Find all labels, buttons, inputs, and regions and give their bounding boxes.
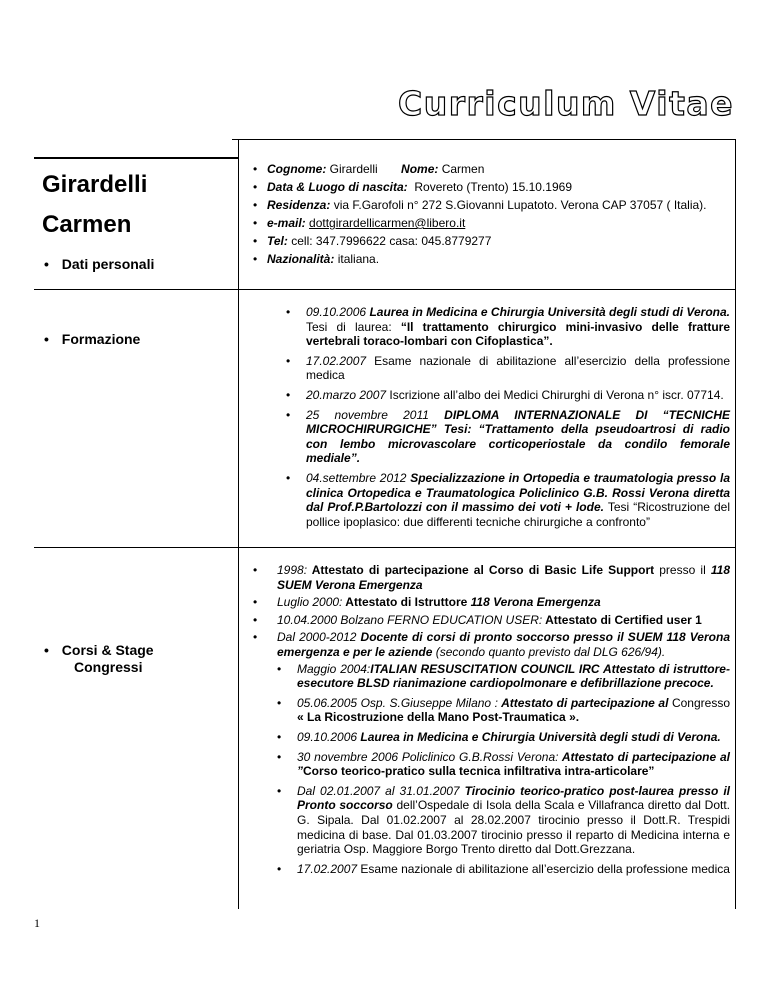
list-item: • 20.marzo 2007 Iscrizione all’albo dei Medici Chirurghi di Verona n° iscr. 07714.	[286, 388, 730, 403]
column-divider	[238, 139, 239, 909]
residence-field: • Residenza: via F.Garofoli n° 272 S.Giovanni Lupatoto. Verona CAP 37057 ( Italia).	[253, 196, 733, 214]
list-item: • Dal 2000-2012 Docente di corsi di pronto soccorso presso il SUEM 118 Verona emergenza e per le aziende (secondo quanto previsto dal DLG 626/94).	[253, 630, 730, 659]
list-item: • Dal 02.01.2007 al 31.01.2007 Tirocinio teorico-pratico post-laurea presso il Pronto soccorso dell’Ospedale di Isola della Scala e Villafranca diretto dal Dott. G. Sipala. Dal 01.02.2007 al 28.02.2007 tirocinio presso il Dott.R. Trespidi medicina di base. Dal 01.03.2007 tirocinio presso il reparto di Medicina interna e geriatria Osp. Maggiore Borgo Trento diretto dal Dott.Grezzana.	[277, 784, 730, 857]
list-item: • 05.06.2005 Osp. S.Giuseppe Milano : Attestato di partecipazione al Congresso « La Ricostruzione della Mano Post-Traumatica ».	[277, 696, 730, 725]
birth-field: • Data & Luogo di nascita: Rovereto (Trento) 15.10.1969	[253, 178, 733, 196]
row-divider-2	[34, 547, 736, 548]
personal-details	[253, 160, 733, 268]
list-item: • 09.10.2006 Laurea in Medicina e Chirurgia Università degli studi di Verona. Tesi di laurea: “Il trattamento chirurgico mini-invasivo delle fratture vertebrali toraco-lombari con Cifoplastica”.	[286, 305, 730, 349]
cv-title: Curriculum Vitae	[398, 84, 735, 123]
list-item: • 17.02.2007 Esame nazionale di abilitazione all’esercizio della professione medica	[277, 862, 730, 877]
nationality-field: • Nazionalità: italiana.	[253, 250, 733, 268]
list-item: • 25 novembre 2011 DIPLOMA INTERNAZIONALE DI “TECNICHE MICROCHIRURGICHE” Tesi: “Trattamento della pseudoartrosi di radio con lembo microvascolare corticoperiostale da condilo femorale mediale”.	[286, 408, 730, 466]
list-item: • 09.10.2006 Laurea in Medicina e Chirurgia Università degli studi di Verona.	[277, 730, 730, 745]
section-label-formazione: • Formazione	[44, 331, 141, 347]
left-header-rule	[34, 157, 238, 159]
surname-field: • Cognome: Girardelli Nome: Carmen	[253, 160, 733, 178]
phone-field: • Tel: cell: 347.7996622 casa: 045.8779277	[253, 232, 733, 250]
list-item: • 30 novembre 2006 Policlinico G.B.Rossi Verona: Attestato di partecipazione al ”Corso teorico-pratico sulla tecnica infiltrativa intra-articolare”	[277, 750, 730, 779]
corsi-list	[253, 563, 730, 876]
list-item: • Maggio 2004:ITALIAN RESUSCITATION COUNCIL IRC Attestato di istruttore- esecutore BLSD rianimazione cardiopolmonare e defibrillazione precoce.	[277, 662, 730, 691]
email-field: • e-mail: dottgirardellicarmen@libero.it	[253, 214, 733, 232]
formazione-list	[286, 305, 730, 529]
section-label-personal: • Dati personali	[44, 256, 155, 272]
table-right-border	[735, 139, 736, 909]
person-name	[42, 165, 147, 245]
surname-line: Girardelli	[42, 171, 148, 198]
email-link[interactable]: dottgirardellicarmen@libero.it	[309, 216, 466, 230]
row-divider-1	[34, 289, 736, 290]
firstname-line: Carmen	[42, 211, 132, 238]
list-item: • 10.04.2000 Bolzano FERNO EDUCATION USER: Attestato di Certified user 1	[253, 613, 730, 628]
list-item: • 1998: Attestato di partecipazione al Corso di Basic Life Support presso il 118 SUEM Verona Emergenza	[253, 563, 730, 592]
list-item: • 04.settembre 2012 Specializzazione in Ortopedia e traumatologia presso la clinica Ortopedica e Traumatologica Policlinico G.B. Rossi Verona diretta dal Prof.P.Bartolozzi con il massimo dei voti + lode. Tesi “Ricostruzione del pollice ipoplasico: due differenti tecniche chirurgiche a confronto”	[286, 471, 730, 529]
page-number: 1	[34, 916, 40, 930]
table-top-border	[232, 139, 736, 140]
section-label-corsi: • Corsi & Stage Congressi	[44, 642, 154, 675]
list-item: • 17.02.2007 Esame nazionale di abilitazione all’esercizio della professione medica	[286, 354, 730, 383]
list-item: • Luglio 2000: Attestato di Istruttore 118 Verona Emergenza	[253, 595, 730, 610]
